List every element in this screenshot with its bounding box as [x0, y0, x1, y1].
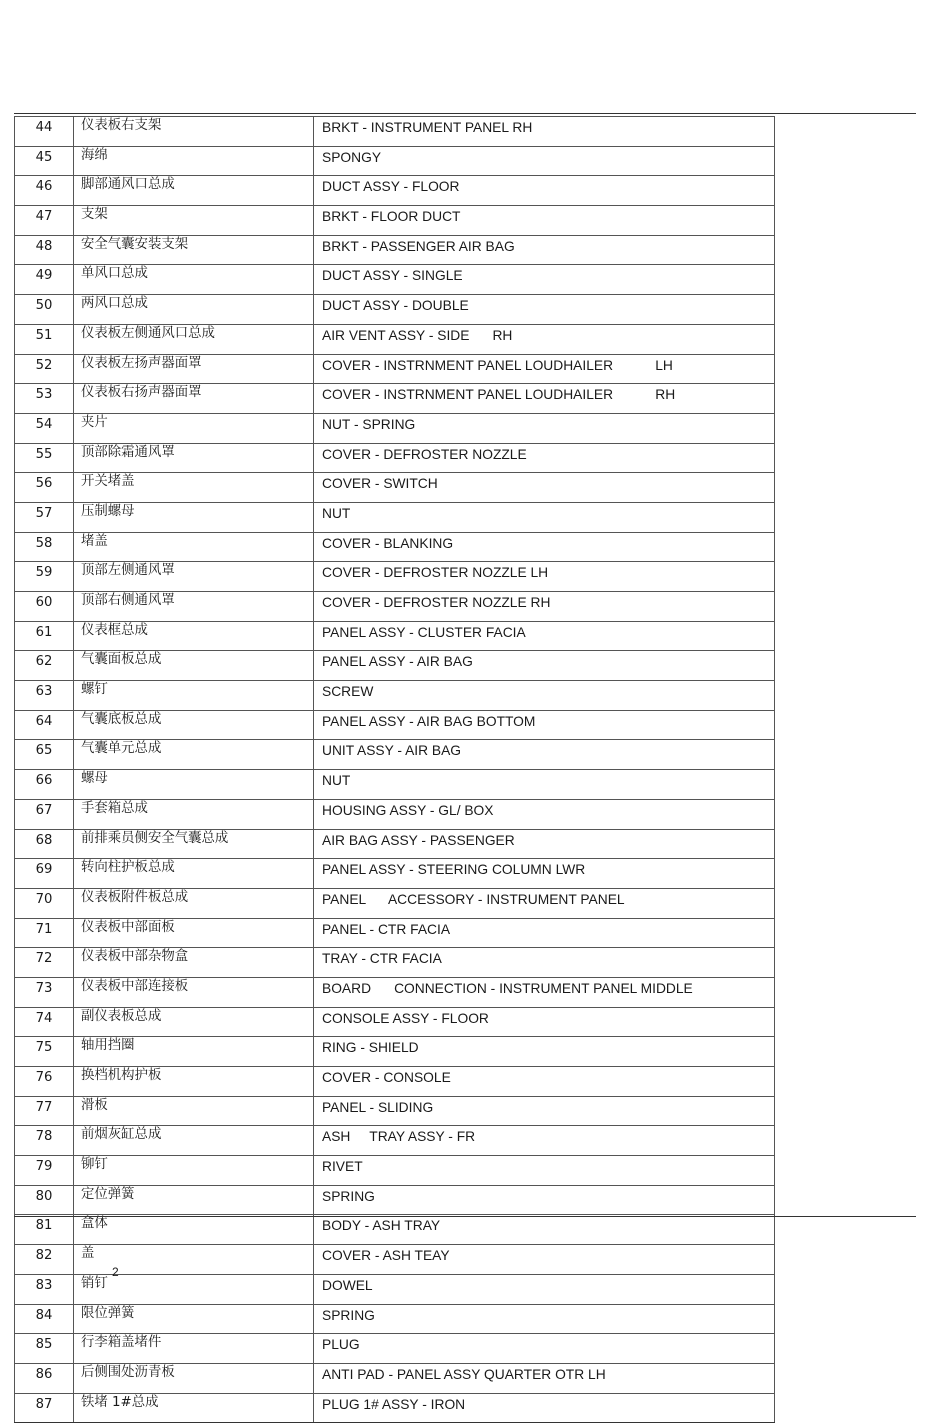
part-number-cell: 55	[15, 443, 74, 473]
english-name-cell: RIVET	[314, 1156, 775, 1186]
part-number-cell: 69	[15, 859, 74, 889]
table-row	[15, 1334, 775, 1364]
chinese-name-cell: 定位弹簧	[74, 1185, 314, 1215]
chinese-name-cell: 铆钉	[74, 1156, 314, 1186]
table-row	[15, 1126, 775, 1156]
english-name-cell: ASH TRAY ASSY - FR	[314, 1126, 775, 1156]
english-name-cell: PANEL ASSY - CLUSTER FACIA	[314, 621, 775, 651]
parts-table	[14, 116, 775, 1423]
table-row	[15, 1245, 775, 1275]
chinese-name-cell: 换档机构护板	[74, 1067, 314, 1097]
english-name-cell: CONSOLE ASSY - FLOOR	[314, 1007, 775, 1037]
part-number-cell: 59	[15, 562, 74, 592]
english-name-cell: PLUG 1# ASSY - IRON	[314, 1393, 775, 1423]
table-row	[15, 117, 775, 147]
chinese-name-cell: 限位弹簧	[74, 1304, 314, 1334]
part-number-cell: 74	[15, 1007, 74, 1037]
english-name-cell: SPRING	[314, 1304, 775, 1334]
chinese-name-cell: 支架	[74, 206, 314, 236]
english-name-cell: AIR BAG ASSY - PASSENGER	[314, 829, 775, 859]
chinese-name-cell: 仪表板附件板总成	[74, 888, 314, 918]
part-number-cell: 45	[15, 146, 74, 176]
english-name-cell: PANEL ACCESSORY - INSTRUMENT PANEL	[314, 888, 775, 918]
table-row	[15, 799, 775, 829]
part-number-cell: 85	[15, 1334, 74, 1364]
table-row	[15, 562, 775, 592]
table-row	[15, 1363, 775, 1393]
english-name-cell: COVER - DEFROSTER NOZZLE RH	[314, 592, 775, 622]
english-name-cell: COVER - DEFROSTER NOZZLE	[314, 443, 775, 473]
table-row	[15, 1037, 775, 1067]
table-row	[15, 502, 775, 532]
english-name-cell: PANEL ASSY - STEERING COLUMN LWR	[314, 859, 775, 889]
english-name-cell: DUCT ASSY - DOUBLE	[314, 295, 775, 325]
table-row	[15, 146, 775, 176]
english-name-cell: COVER - INSTRNMENT PANEL LOUDHAILER LH	[314, 354, 775, 384]
table-row	[15, 1185, 775, 1215]
table-row	[15, 206, 775, 236]
chinese-name-cell: 气囊底板总成	[74, 710, 314, 740]
part-number-cell: 62	[15, 651, 74, 681]
english-name-cell: NUT	[314, 502, 775, 532]
table-row	[15, 354, 775, 384]
table-row	[15, 176, 775, 206]
chinese-name-cell: 顶部右侧通风罩	[74, 592, 314, 622]
chinese-name-cell: 海绵	[74, 146, 314, 176]
english-name-cell: TRAY - CTR FACIA	[314, 948, 775, 978]
english-name-cell: BRKT - PASSENGER AIR BAG	[314, 235, 775, 265]
part-number-cell: 64	[15, 710, 74, 740]
english-name-cell: RING - SHIELD	[314, 1037, 775, 1067]
chinese-name-cell: 转向柱护板总成	[74, 859, 314, 889]
part-number-cell: 67	[15, 799, 74, 829]
part-number-cell: 83	[15, 1274, 74, 1304]
table-row	[15, 295, 775, 325]
part-number-cell: 61	[15, 621, 74, 651]
table-row	[15, 1274, 775, 1304]
part-number-cell: 75	[15, 1037, 74, 1067]
part-number-cell: 70	[15, 888, 74, 918]
part-number-cell: 65	[15, 740, 74, 770]
footer-rule	[14, 1216, 916, 1217]
part-number-cell: 87	[15, 1393, 74, 1423]
chinese-name-cell: 仪表板左扬声器面罩	[74, 354, 314, 384]
chinese-name-cell: 螺钉	[74, 681, 314, 711]
part-number-cell: 77	[15, 1096, 74, 1126]
chinese-name-cell: 夹片	[74, 413, 314, 443]
chinese-name-cell: 仪表板中部杂物盒	[74, 948, 314, 978]
part-number-cell: 58	[15, 532, 74, 562]
chinese-name-cell: 顶部除霜通风罩	[74, 443, 314, 473]
english-name-cell: PANEL ASSY - AIR BAG	[314, 651, 775, 681]
english-name-cell: HOUSING ASSY - GL/ BOX	[314, 799, 775, 829]
english-name-cell: DUCT ASSY - SINGLE	[314, 265, 775, 295]
part-number-cell: 80	[15, 1185, 74, 1215]
english-name-cell: PANEL - SLIDING	[314, 1096, 775, 1126]
english-name-cell: BOARD CONNECTION - INSTRUMENT PANEL MIDDLE	[314, 977, 775, 1007]
part-number-cell: 76	[15, 1067, 74, 1097]
english-name-cell: SPRING	[314, 1185, 775, 1215]
chinese-name-cell: 仪表框总成	[74, 621, 314, 651]
chinese-name-cell: 气囊面板总成	[74, 651, 314, 681]
part-number-cell: 48	[15, 235, 74, 265]
table-row	[15, 1215, 775, 1245]
english-name-cell: COVER - BLANKING	[314, 532, 775, 562]
english-name-cell: BODY - ASH TRAY	[314, 1215, 775, 1245]
part-number-cell: 54	[15, 413, 74, 443]
part-number-cell: 82	[15, 1245, 74, 1275]
chinese-name-cell: 仪表板左侧通风口总成	[74, 324, 314, 354]
english-name-cell: DUCT ASSY - FLOOR	[314, 176, 775, 206]
chinese-name-cell: 脚部通风口总成	[74, 176, 314, 206]
english-name-cell: COVER - CONSOLE	[314, 1067, 775, 1097]
chinese-name-cell: 螺母	[74, 770, 314, 800]
english-name-cell: UNIT ASSY - AIR BAG	[314, 740, 775, 770]
part-number-cell: 56	[15, 473, 74, 503]
table-row	[15, 681, 775, 711]
chinese-name-cell: 两风口总成	[74, 295, 314, 325]
english-name-cell: NUT	[314, 770, 775, 800]
chinese-name-cell: 前排乘员侧安全气囊总成	[74, 829, 314, 859]
chinese-name-cell: 铁堵 1#总成	[74, 1393, 314, 1423]
table-row	[15, 235, 775, 265]
chinese-name-cell: 轴用挡圈	[74, 1037, 314, 1067]
table-row	[15, 1156, 775, 1186]
chinese-name-cell: 行李箱盖堵件	[74, 1334, 314, 1364]
chinese-name-cell: 单风口总成	[74, 265, 314, 295]
english-name-cell: PANEL - CTR FACIA	[314, 918, 775, 948]
part-number-cell: 86	[15, 1363, 74, 1393]
chinese-name-cell: 仪表板右扬声器面罩	[74, 384, 314, 414]
chinese-name-cell: 堵盖	[74, 532, 314, 562]
part-number-cell: 51	[15, 324, 74, 354]
chinese-name-cell: 前烟灰缸总成	[74, 1126, 314, 1156]
chinese-name-cell: 仪表板中部连接板	[74, 977, 314, 1007]
chinese-name-cell: 安全气囊安装支架	[74, 235, 314, 265]
english-name-cell: AIR VENT ASSY - SIDE RH	[314, 324, 775, 354]
table-row	[15, 740, 775, 770]
table-row	[15, 770, 775, 800]
english-name-cell: BRKT - INSTRUMENT PANEL RH	[314, 117, 775, 147]
part-number-cell: 81	[15, 1215, 74, 1245]
table-row	[15, 413, 775, 443]
table-row	[15, 1304, 775, 1334]
table-row	[15, 1007, 775, 1037]
table-row	[15, 918, 775, 948]
part-number-cell: 57	[15, 502, 74, 532]
table-row	[15, 621, 775, 651]
page-number: 2	[112, 1265, 119, 1279]
table-row	[15, 859, 775, 889]
part-number-cell: 50	[15, 295, 74, 325]
table-row	[15, 651, 775, 681]
english-name-cell: PANEL ASSY - AIR BAG BOTTOM	[314, 710, 775, 740]
table-row	[15, 1393, 775, 1423]
parts-table-body	[15, 117, 775, 1423]
header-rule	[14, 113, 916, 114]
english-name-cell: COVER - INSTRNMENT PANEL LOUDHAILER RH	[314, 384, 775, 414]
chinese-name-cell: 后侧围处沥青板	[74, 1363, 314, 1393]
table-row	[15, 1067, 775, 1097]
chinese-name-cell: 销钉	[74, 1274, 314, 1304]
part-number-cell: 53	[15, 384, 74, 414]
table-row	[15, 473, 775, 503]
part-number-cell: 63	[15, 681, 74, 711]
table-row	[15, 532, 775, 562]
part-number-cell: 78	[15, 1126, 74, 1156]
chinese-name-cell: 气囊单元总成	[74, 740, 314, 770]
chinese-name-cell: 仪表板右支架	[74, 117, 314, 147]
table-row	[15, 384, 775, 414]
chinese-name-cell: 滑板	[74, 1096, 314, 1126]
part-number-cell: 79	[15, 1156, 74, 1186]
part-number-cell: 60	[15, 592, 74, 622]
part-number-cell: 52	[15, 354, 74, 384]
english-name-cell: COVER - ASH TEAY	[314, 1245, 775, 1275]
table-row	[15, 1096, 775, 1126]
table-row	[15, 324, 775, 354]
english-name-cell: SCREW	[314, 681, 775, 711]
part-number-cell: 44	[15, 117, 74, 147]
part-number-cell: 73	[15, 977, 74, 1007]
chinese-name-cell: 副仪表板总成	[74, 1007, 314, 1037]
table-row	[15, 948, 775, 978]
english-name-cell: SPONGY	[314, 146, 775, 176]
english-name-cell: BRKT - FLOOR DUCT	[314, 206, 775, 236]
chinese-name-cell: 顶部左侧通风罩	[74, 562, 314, 592]
chinese-name-cell: 盖	[74, 1245, 314, 1275]
english-name-cell: DOWEL	[314, 1274, 775, 1304]
table-row	[15, 888, 775, 918]
chinese-name-cell: 仪表板中部面板	[74, 918, 314, 948]
english-name-cell: PLUG	[314, 1334, 775, 1364]
table-row	[15, 443, 775, 473]
table-row	[15, 829, 775, 859]
part-number-cell: 68	[15, 829, 74, 859]
part-number-cell: 71	[15, 918, 74, 948]
table-row	[15, 592, 775, 622]
table-row	[15, 265, 775, 295]
part-number-cell: 49	[15, 265, 74, 295]
english-name-cell: NUT - SPRING	[314, 413, 775, 443]
part-number-cell: 46	[15, 176, 74, 206]
english-name-cell: COVER - DEFROSTER NOZZLE LH	[314, 562, 775, 592]
english-name-cell: ANTI PAD - PANEL ASSY QUARTER OTR LH	[314, 1363, 775, 1393]
chinese-name-cell: 盒体	[74, 1215, 314, 1245]
chinese-name-cell: 开关堵盖	[74, 473, 314, 503]
part-number-cell: 84	[15, 1304, 74, 1334]
table-row	[15, 710, 775, 740]
part-number-cell: 72	[15, 948, 74, 978]
chinese-name-cell: 手套箱总成	[74, 799, 314, 829]
chinese-name-cell: 压制螺母	[74, 502, 314, 532]
part-number-cell: 47	[15, 206, 74, 236]
part-number-cell: 66	[15, 770, 74, 800]
english-name-cell: COVER - SWITCH	[314, 473, 775, 503]
table-row	[15, 977, 775, 1007]
